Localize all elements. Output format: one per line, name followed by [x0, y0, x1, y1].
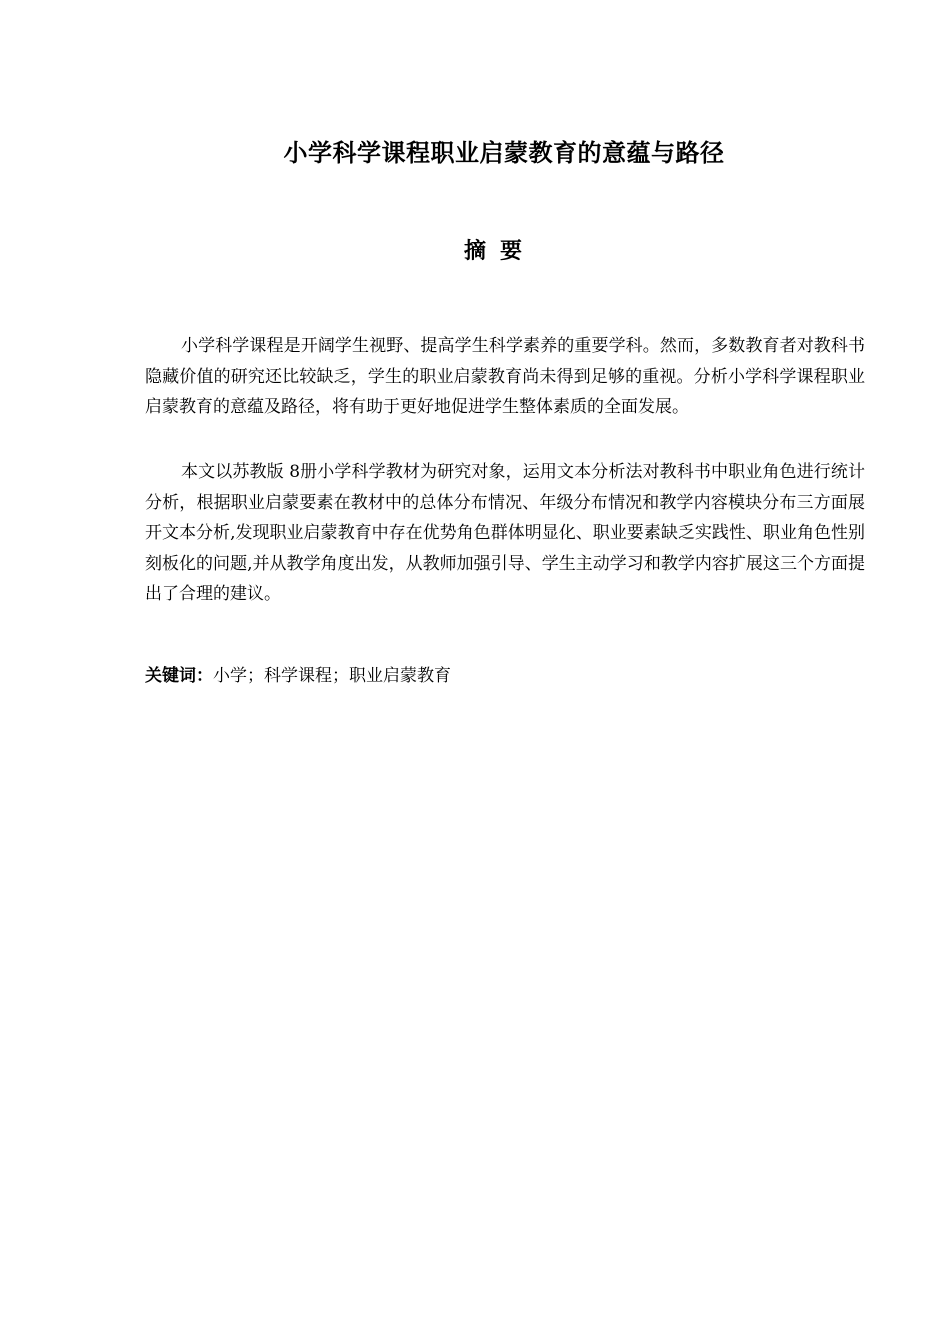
abstract-heading: 摘要: [463, 239, 536, 264]
abstract-paragraph: 本文以苏教版 8册小学科学教材为研究对象，运用文本分析法对教科书中职业角色进行统计分析，根据职业启蒙要素在教材中的总体分布情况、年级分布情况和教学内容模块分布三方面展开文本分析,发现职业启蒙教育中存在优势角色群体明显化、职业要素缺乏实践性、职业角色性别刻板化的问题,并从教学角度出发，从教师加强引导、学生主动学习和教学内容扩展这三个方面提出了合理的建议。: [145, 462, 865, 605]
keywords-label: 关键词：: [145, 666, 213, 686]
document-title: 小学科学课程职业启蒙教育的意蕴与路径: [283, 139, 725, 167]
keywords-value: 小学；科学课程；职业启蒙教育: [213, 666, 451, 686]
abstract-paragraph: 小学科学课程是开阔学生视野、提高学生科学素养的重要学科。然而，多数教育者对教科书隐藏价值的研究还比较缺乏，学生的职业启蒙教育尚未得到足够的重视。分析小学科学课程职业启蒙教育的意蕴及路径，将有助于更好地促进学生整体素质的全面发展。: [145, 336, 865, 418]
keywords-line: [145, 661, 865, 691]
